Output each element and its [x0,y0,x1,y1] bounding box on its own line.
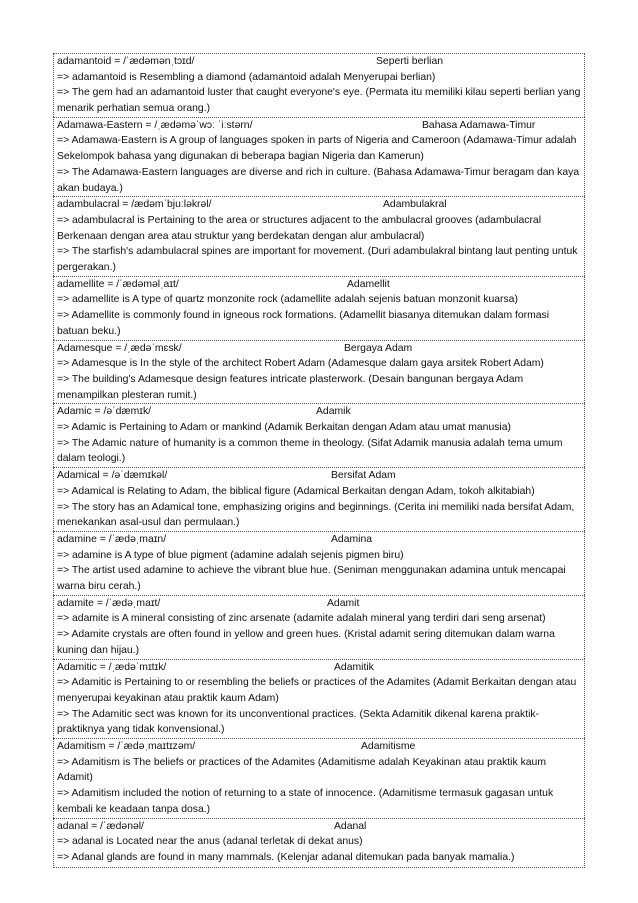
translation: Bahasa Adamawa-Timur [422,119,536,131]
translation: Adamellit [347,278,390,290]
headword: Adamitic = /ˌædəˈmɪtɪk/ [57,661,167,673]
example: => Adamitism included the notion of returning to a state of innocence. (Adamitisme termasuk gagasan untuk kembali ke keadaan tanpa dosa.) [57,788,554,815]
headword: adambulacral = /ædəmˈbjuːləkrəl/ [57,199,212,211]
entry-header [57,341,582,357]
example: => Adamite crystals are often found in yellow and green hues. (Kristal adamit sering ditemukan dalam warna kuning dan hijau.) [57,629,555,656]
entry-header [57,819,582,835]
headword: adamite = /ˈædəˌmaɪt/ [57,597,161,609]
entry-adamellite [53,276,585,340]
example: => The gem had an adamantoid luster that caught everyone's eye. (Permata itu memiliki kilau seperti berlian yang menarik perhatian semua orang.) [57,87,581,115]
headword: Adamical = /əˈdæmɪkəl/ [57,470,168,482]
entry-adanal [53,818,585,868]
entry-header [57,532,582,548]
entry-header [57,468,582,484]
example: => Adamellite is commonly found in igneous rock formations. (Adamellit biasanya ditemukan dalam formasi batuan beku.) [57,310,550,337]
definition: => adanal is Located near the anus (adanal terletak di dekat anus) [57,836,363,848]
translation: Adamik [316,406,351,418]
definition: => adamellite is A type of quartz monzonite rock (adamellite adalah sejenis batuan monzonit kuarsa) [57,294,518,306]
definition: => adamantoid is Resembling a diamond (adamantoid adalah Menyerupai berlian) [57,71,436,83]
headword: adamantoid = /ˈædəmənˌtɔɪd/ [57,56,195,67]
translation: Bergaya Adam [344,342,413,354]
translation: Adambulakral [383,199,447,211]
definition: => adamite is A mineral consisting of zinc arsenate (adamite adalah mineral yang terdiri dari seng arsenat) [57,613,546,625]
example: => The story has an Adamical tone, emphasizing origins and beginnings. (Cerita ini memiliki nada bersifat Adam, menekankan asal-usul dan permulaan.) [57,501,575,529]
entry-adamesque [53,340,585,404]
definition: => adamine is A type of blue pigment (adamine adalah sejenis pigmen biru) [57,549,404,561]
translation: Adamit [327,597,360,609]
translation: Seperti berlian [376,56,444,67]
entry-header [57,404,582,420]
entry-adambulacral [53,196,585,276]
translation: Adanal [334,820,367,832]
example: => Adanal glands are found in many mammals. (Kelenjar adanal ditemukan pada banyak mamalia.) [57,851,515,863]
entry-header [57,596,582,612]
headword: adamellite = /ˈædəməlˌaɪt/ [57,278,179,290]
translation: Adamitik [334,661,374,673]
example: => The Adamawa-Eastern languages are diverse and rich in culture. (Bahasa Adamawa-Timur beragam dan kaya akan budaya.) [57,166,580,194]
definition: => Adamitic is Pertaining to or resembling the beliefs or practices of the Adamites (Adamit Berkaitan dengan atau menyerupai keyakinan atau praktik kaum Adam) [57,677,577,704]
entry-header [57,54,582,70]
headword: adamine = /ˈædəˌmaɪn/ [57,533,167,545]
translation: Bersifat Adam [331,470,396,482]
example: => The building's Adamesque design features intricate plasterwork. (Desain bangunan bergaya Adam menampilkan plesteran rumit.) [57,373,524,401]
entry-adamawa-eastern [53,117,585,197]
entry-adamite [53,595,585,659]
headword: Adamic = /əˈdæmɪk/ [57,406,152,418]
definition: => Adamic is Pertaining to Adam or mankind (Adamik Berkaitan dengan Adam atau umat manusia) [57,422,511,434]
entry-adamitism [53,738,585,818]
entry-header [57,277,582,293]
entry-adamine [53,531,585,595]
example: => The artist used adamine to achieve the vibrant blue hue. (Seniman menggunakan adamina untuk mencapai warna biru cerah.) [57,565,566,593]
entry-header [57,118,582,134]
entry-adamical [53,467,585,531]
headword: Adamawa-Eastern = /ˌædəməˈwɔː ˈiːstərn/ [57,119,253,131]
dictionary-page [53,53,585,868]
translation: Adamitisme [361,741,416,753]
entry-adamantoid [53,53,585,117]
entry-header [57,660,582,676]
entry-header [57,739,582,755]
entry-header [57,197,582,213]
definition: => Adamical is Relating to Adam, the biblical figure (Adamical Berkaitan dengan Adam, tokoh alkitabiah) [57,485,535,497]
headword: adanal = /ˈædənəl/ [57,820,144,832]
definition: => Adamawa-Eastern is A group of languages spoken in parts of Nigeria and Cameroon (Adamawa-Timur adalah Sekelompok bahasa yang digunakan di beberapa bagian Nigeria dan Kamerun) [57,135,577,163]
definition: => Adamitism is The beliefs or practices of the Adamites (Adamitisme adalah Keyakinan atau praktik kaum Adamit) [57,756,546,784]
example: => The Adamic nature of humanity is a common theme in theology. (Sifat Adamik manusia adalah tema umum dalam teologi.) [57,437,563,465]
headword: Adamesque = /ˌædəˈmɛsk/ [57,342,182,354]
headword: Adamitism = /ˈædəˌmaɪtɪzəm/ [57,741,196,753]
translation: Adamina [331,533,373,545]
entry-adamitic [53,659,585,739]
example: => The Adamitic sect was known for its unconventional practices. (Sekta Adamitik dikenal karena praktik-praktiknya yang tidak konvensional.) [57,708,540,736]
example: => The starfish's adambulacral spines are important for movement. (Duri adambulakral bintang laut penting untuk pergerakan.) [57,246,578,274]
definition: => Adamesque is In the style of the architect Robert Adam (Adamesque dalam gaya arsitek Robert Adam) [57,358,544,370]
entry-adamic [53,403,585,467]
definition: => adambulacral is Pertaining to the area or structures adjacent to the ambulacral grooves (adambulacral Berkenaan dengan area atau struktur yang berdekatan dengan alur ambulacral) [57,214,542,242]
